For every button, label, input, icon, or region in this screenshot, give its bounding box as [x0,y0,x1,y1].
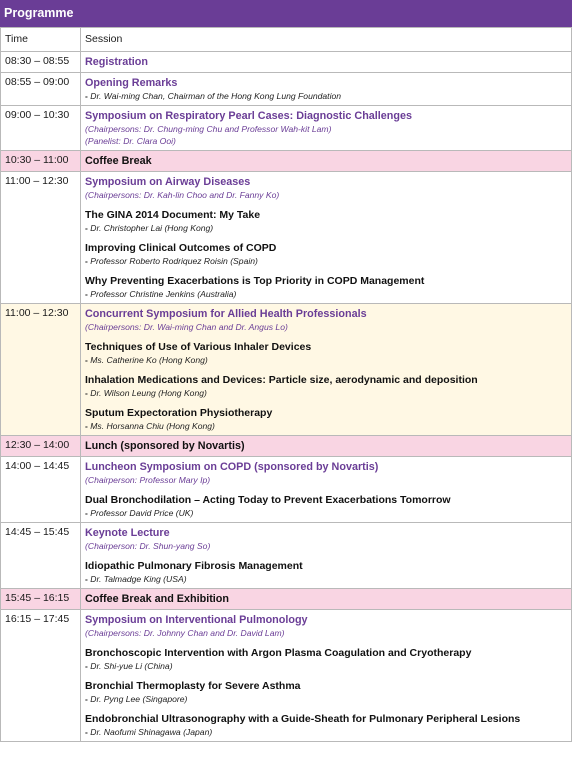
row-time: 15:45 – 16:15 [1,589,81,610]
row-session [81,73,572,106]
row-time: 10:30 – 11:00 [1,151,81,172]
row-session [81,304,572,436]
chairpersons: (Chairperson: Dr. Shun-yang So) [85,541,211,551]
time-column-header: Time [1,28,81,52]
speaker: - Dr. Talmadge King (USA) [85,574,187,584]
programme-table [0,27,572,742]
row-time: 08:30 – 08:55 [1,52,81,73]
row-session [81,52,572,73]
chairpersons: (Chairpersons: Dr. Chung-ming Chu and Professor Wah-kit Lam) [85,124,332,134]
table-row [1,589,572,610]
table-row [1,73,572,106]
talk-title: Inhalation Medications and Devices: Particle size, aerodynamic and deposition [85,374,478,386]
chairpersons: (Chairpersons: Dr. Johnny Chan and Dr. David Lam) [85,628,285,638]
speaker: - Dr. Christopher Lai (Hong Kong) [85,223,214,233]
session-title: Coffee Break [85,155,152,167]
table-row [1,106,572,151]
row-session [81,172,572,304]
row-time: 14:00 – 14:45 [1,457,81,523]
table-row [1,304,572,436]
speaker: - Dr. Pyng Lee (Singapore) [85,694,188,704]
table-row [1,436,572,457]
speaker: - Dr. Wai-ming Chan, Chairman of the Hong Kong Lung Foundation [85,91,342,101]
table-header-row [1,28,572,52]
row-time: 16:15 – 17:45 [1,610,81,742]
chairpersons: (Chairpersons: Dr. Kah-lin Choo and Dr. Fanny Ko) [85,190,280,200]
row-time: 11:00 – 12:30 [1,172,81,304]
talk-title: Techniques of Use of Various Inhaler Devices [85,341,312,353]
talk-title: The GINA 2014 Document: My Take [85,209,261,221]
speaker: - Ms. Catherine Ko (Hong Kong) [85,355,208,365]
talk-title: Sputum Expectoration Physiotherapy [85,407,273,419]
table-row [1,52,572,73]
session-column-header: Session [81,28,572,52]
talk-title: Bronchial Thermoplasty for Severe Asthma [85,680,301,692]
table-row [1,151,572,172]
session-title: Registration [85,56,148,68]
row-session [81,610,572,742]
talk-title: Improving Clinical Outcomes of COPD [85,242,277,254]
row-session [81,106,572,151]
session-title: Symposium on Interventional Pulmonology [85,614,308,626]
speaker: - Dr. Shi-yue Li (China) [85,661,173,671]
row-time: 11:00 – 12:30 [1,304,81,436]
session-title: Coffee Break and Exhibition [85,593,229,605]
chairpersons: (Chairpersons: Dr. Wai-ming Chan and Dr. Angus Lo) [85,322,288,332]
chairpersons: (Chairperson: Professor Mary Ip) [85,475,211,485]
talk-title: Idiopathic Pulmonary Fibrosis Management [85,560,303,572]
session-title: Symposium on Airway Diseases [85,176,251,188]
session-title: Concurrent Symposium for Allied Health Professionals [85,308,367,320]
row-time: 14:45 – 15:45 [1,523,81,589]
session-title: Luncheon Symposium on COPD (sponsored by Novartis) [85,461,379,473]
row-time: 09:00 – 10:30 [1,106,81,151]
speaker: - Dr. Naofumi Shinagawa (Japan) [85,727,213,737]
session-title: Opening Remarks [85,77,178,89]
talk-title: Why Preventing Exacerbations is Top Priority in COPD Management [85,275,425,287]
row-session [81,523,572,589]
session-title: Symposium on Respiratory Pearl Cases: Diagnostic Challenges [85,110,413,122]
talk-title: Bronchoscopic Intervention with Argon Plasma Coagulation and Cryotherapy [85,647,472,659]
speaker: - Ms. Horsanna Chiu (Hong Kong) [85,421,215,431]
table-row [1,610,572,742]
talk-title: Endobronchial Ultrasonography with a Guide-Sheath for Pulmonary Peripheral Lesions [85,713,521,725]
session-title: Keynote Lecture [85,527,170,539]
row-session [81,589,572,610]
row-session [81,151,572,172]
talk-title: Dual Bronchodilation – Acting Today to Prevent Exacerbations Tomorrow [85,494,451,506]
speaker: - Professor Christine Jenkins (Australia) [85,289,237,299]
speaker: - Professor Roberto Rodriquez Roisin (Spain) [85,256,258,266]
speaker: - Professor David Price (UK) [85,508,194,518]
row-session [81,436,572,457]
table-row [1,457,572,523]
session-title: Lunch (sponsored by Novartis) [85,440,245,452]
speaker: - Dr. Wilson Leung (Hong Kong) [85,388,207,398]
row-session [81,457,572,523]
panelist: (Panelist: Dr. Clara Ooi) [85,136,176,146]
row-time: 12:30 – 14:00 [1,436,81,457]
row-time: 08:55 – 09:00 [1,73,81,106]
table-row [1,172,572,304]
table-row [1,523,572,589]
programme-header: Programme [0,0,572,27]
